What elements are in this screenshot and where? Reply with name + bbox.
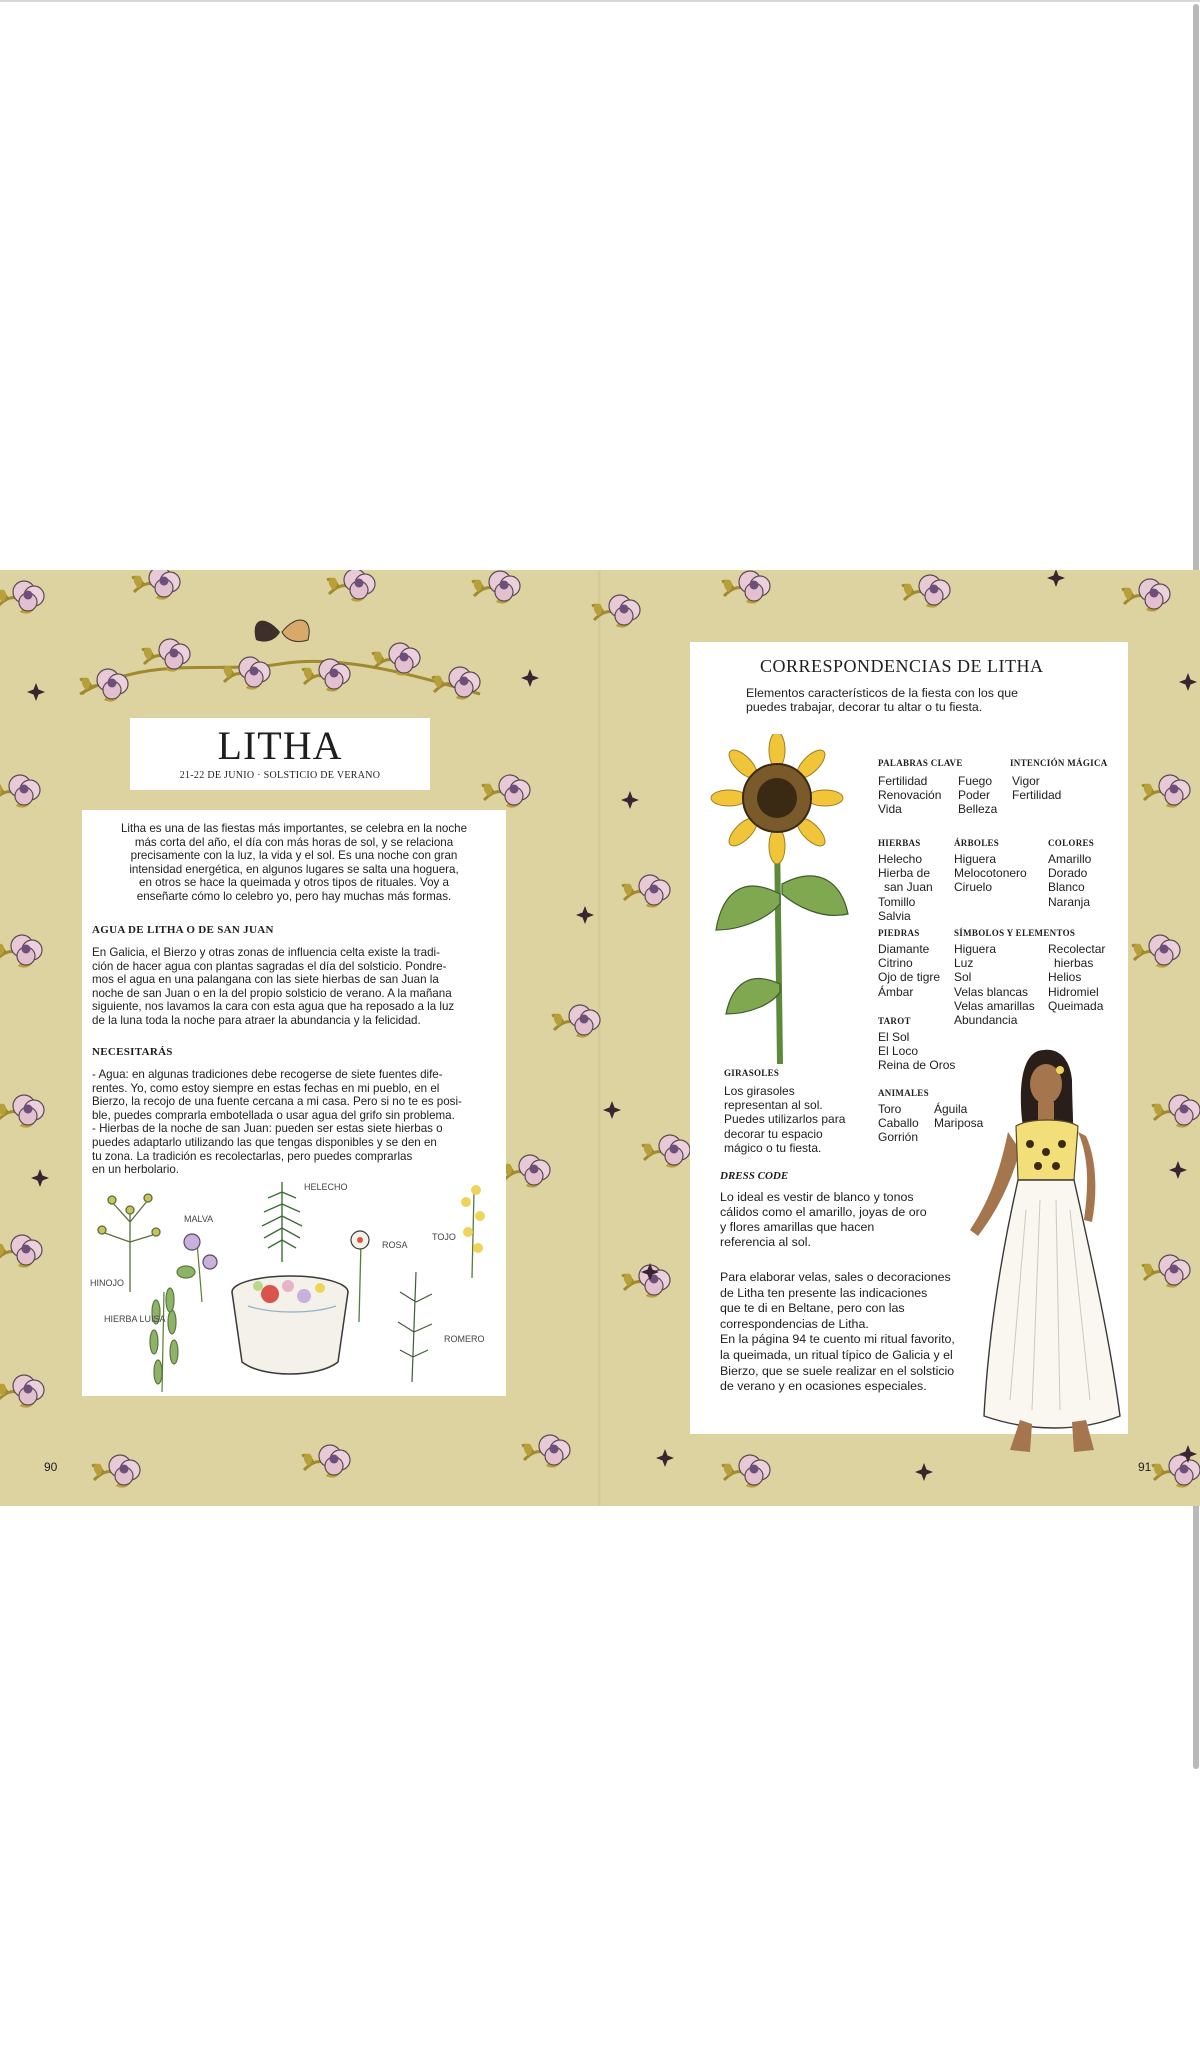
- keyword: Fuego: [958, 774, 993, 788]
- tarot-card: El Loco: [878, 1044, 919, 1059]
- book-spread: [0, 570, 1200, 1506]
- text-line: representan al sol.: [724, 1098, 823, 1113]
- symbol-item: Abundancia: [954, 1013, 1018, 1028]
- text-line: ble, puedes comprarla embotellada o usar agua del grifo sin problema.: [92, 1108, 455, 1122]
- herb-label-helecho: HELECHO: [304, 1182, 348, 1192]
- animales-col1: [878, 1102, 919, 1145]
- symbol-item: Luz: [954, 956, 974, 971]
- herb-label-malva: MALVA: [184, 1214, 214, 1224]
- gorse-drawing: [461, 1185, 485, 1278]
- text-line: mágico o tu fiesta.: [724, 1140, 822, 1155]
- intro-line: enseñarte cómo lo celebro yo, pero hay muchas más formas.: [136, 889, 452, 903]
- verbena-drawing: [150, 1288, 178, 1392]
- title-garland: [70, 614, 490, 724]
- page-subtitle: 21-22 DE JUNIO · SOLSTICIO DE VERANO: [179, 770, 381, 781]
- sunflower-illustration: [702, 734, 852, 1064]
- symbol-item: Higuera: [954, 942, 997, 956]
- intro-paragraph: [82, 822, 506, 904]
- label-dress-code: DRESS CODE: [720, 1170, 789, 1182]
- symbol-item: Sol: [954, 970, 972, 985]
- animal-item: Gorrión: [878, 1130, 919, 1145]
- tree-item: Higuera: [954, 852, 997, 866]
- simbolos-col2: [1048, 942, 1105, 1013]
- stone-item: Ojo de tigre: [878, 970, 941, 985]
- text-line: en un herbolario.: [92, 1163, 180, 1177]
- color-item: Dorado: [1048, 866, 1088, 881]
- label-hierbas: HIERBAS: [878, 838, 921, 848]
- tree-item: Melocotonero: [954, 866, 1027, 881]
- intention: Vigor: [1012, 774, 1040, 788]
- simbolos-col1: [954, 942, 1035, 1027]
- color-item: Amarillo: [1048, 852, 1092, 866]
- intro-line: Litha es una de las fiestas más importantes, se celebra en la noche: [120, 822, 468, 835]
- symbol-item: Recolectar: [1048, 942, 1106, 956]
- label-palabras-clave: PALABRAS CLAVE: [878, 758, 963, 768]
- label-intencion-magica: INTENCIÓN MÁGICA: [1010, 758, 1108, 768]
- intro-line: precisamente con la luz, la vida y el sol. Es una noche con gran: [130, 849, 458, 863]
- symbol-item: hierbas: [1054, 956, 1094, 971]
- bowl-drawing: [232, 1276, 348, 1374]
- herb-item: Tomillo: [878, 894, 916, 909]
- intro-line: puedes trabajar, decorar tu altar o tu fiesta.: [746, 700, 983, 715]
- section-heading-agua: AGUA DE LITHA O DE SAN JUAN: [92, 924, 274, 936]
- label-tarot: TAROT: [878, 1016, 911, 1026]
- text-line: rentes. Yo, como estoy siempre en estas fechas en mi pueblo, en el: [92, 1081, 440, 1095]
- text-line: de Litha ten presente las indicaciones: [720, 1285, 928, 1300]
- keyword: Renovación: [878, 788, 942, 803]
- page-title: LITHA: [217, 723, 343, 768]
- keyword: Poder: [958, 788, 991, 803]
- mallow-drawing: [177, 1234, 217, 1302]
- tarot-card: El Sol: [878, 1030, 910, 1044]
- label-arboles: ÁRBOLES: [954, 838, 1000, 848]
- section-heading-necesitaras: NECESITARÁS: [92, 1046, 173, 1058]
- text-line: tu zona. La tradición es recolectarlas, pero puedes comprarlas: [92, 1149, 413, 1163]
- woman-illustration: [960, 1040, 1150, 1460]
- tarot-list: [878, 1030, 955, 1073]
- intencion-magica-list: [1012, 774, 1061, 802]
- text-line: Puedes utilizarlos para: [724, 1112, 846, 1127]
- title-plate: [130, 718, 430, 790]
- girasoles-text: [724, 1084, 845, 1155]
- dress-code-text: [720, 1190, 927, 1250]
- intro-line: intensidad energética, en algunos lugares se salta una hoguera,: [129, 862, 459, 876]
- text-line: Para elaborar velas, sales o decoraciones: [720, 1270, 951, 1284]
- stone-item: Diamante: [878, 942, 930, 956]
- text-line: En la página 94 te cuento mi ritual favorito,: [720, 1332, 955, 1347]
- animal-item: Mariposa: [934, 1116, 984, 1131]
- symbol-item: Velas blancas: [954, 984, 1029, 999]
- color-item: Naranja: [1048, 894, 1091, 909]
- stone-item: Citrino: [878, 956, 913, 971]
- keyword: Vida: [878, 802, 902, 817]
- text-line: de la luna toda la noche para atraer la abundancia y la felicidad.: [92, 1013, 421, 1027]
- herb-item: Salvia: [878, 908, 911, 923]
- animal-item: Caballo: [878, 1116, 919, 1131]
- left-text-panel: [82, 810, 506, 1396]
- keyword: Belleza: [958, 802, 998, 817]
- text-line: Los girasoles: [724, 1084, 795, 1098]
- piedras-list: [878, 942, 940, 999]
- text-line: En Galicia, el Bierzo y otras zonas de influencia celta existe la tradi-: [92, 946, 440, 959]
- intro-line: en otros se hace la queimada y otros tipos de rituales. Voy a: [139, 876, 449, 890]
- text-line: Bierzo, que se suele realizar en el solsticio: [720, 1363, 955, 1378]
- herb-label-hierba-luisa: HIERBA LUISA: [104, 1314, 166, 1324]
- text-line: - Hierbas de la noche de san Juan: pueden ser estas siete hierbas o: [92, 1122, 443, 1136]
- animal-item: Toro: [878, 1102, 902, 1116]
- keyword: Fertilidad: [878, 774, 928, 788]
- text-line: referencia al sol.: [720, 1235, 811, 1249]
- herb-item: san Juan: [884, 880, 933, 895]
- herb-label-tojo: TOJO: [432, 1232, 456, 1242]
- rose-drawing: [351, 1231, 369, 1322]
- label-simbolos: SÍMBOLOS Y ELEMENTOS: [954, 928, 1076, 938]
- text-line: la queimada, un ritual típico de Galicia y el: [720, 1347, 953, 1362]
- text-line: - Agua: en algunas tradiciones debe recogerse de siete fuentes dife-: [92, 1068, 443, 1081]
- symbol-item: Queimada: [1048, 998, 1104, 1013]
- herb-item: Hierba de: [878, 866, 931, 881]
- symbol-item: Hidromiel: [1048, 984, 1099, 999]
- herb-label-rosa: ROSA: [382, 1240, 408, 1250]
- candles-text: [720, 1270, 955, 1395]
- text-line: noche de san Juan o en la del propio solsticio de verano. A la mañana: [92, 986, 452, 1000]
- text-line: correspondencias de Litha.: [720, 1316, 869, 1331]
- colores-list: [1048, 852, 1091, 909]
- tree-item: Ciruelo: [954, 880, 993, 895]
- top-border: [0, 0, 1200, 2]
- text-line: que te di en Beltane, pero con las: [720, 1301, 905, 1316]
- page-number-left: 90: [44, 1460, 58, 1474]
- symbol-item: Velas amarillas: [954, 998, 1035, 1013]
- label-colores: COLORES: [1048, 838, 1095, 848]
- text-line: de verano y en ocasiones especiales.: [720, 1379, 927, 1394]
- animal-item: Águila: [934, 1102, 968, 1116]
- page-number-right: 91: [1138, 1460, 1152, 1474]
- palabras-clave-col1: [878, 774, 941, 817]
- correspondences-intro: [746, 686, 1018, 715]
- fern-drawing: [262, 1182, 302, 1262]
- label-piedras: PIEDRAS: [878, 928, 920, 938]
- herb-label-romero: ROMERO: [444, 1334, 485, 1344]
- text-line: Lo ideal es vestir de blanco y tonos: [720, 1190, 914, 1204]
- text-line: siguiente, nos lavamos la cara con esta agua que ha reposado a la luz: [92, 1000, 455, 1014]
- text-line: cálidos como el amarillo, joyas de oro: [720, 1205, 927, 1219]
- color-item: Blanco: [1048, 880, 1085, 895]
- agua-paragraph: [92, 946, 498, 1028]
- intro-line: más corta del año, el día con más horas de sol, y se relaciona: [134, 835, 454, 849]
- text-line: puedes adaptarlo utilizando las que tengas disponibles y se den en: [92, 1135, 437, 1149]
- herb-item: Helecho: [878, 852, 923, 866]
- intro-line: Elementos característicos de la fiesta con los que: [746, 686, 1019, 700]
- intention: Fertilidad: [1012, 788, 1062, 803]
- tarot-card: Reina de Oros: [878, 1058, 956, 1073]
- stone-item: Ámbar: [878, 984, 914, 999]
- arboles-list: [954, 852, 1027, 895]
- text-line: y flores amarillas que hacen: [720, 1220, 875, 1234]
- herb-label-hinojo: HINOJO: [90, 1278, 125, 1288]
- text-line: Bierzo, la recojo de una fuente cercana a mi casa. Pero si no te es posi-: [92, 1095, 462, 1109]
- hierbas-list: [878, 852, 933, 923]
- label-animales: ANIMALES: [878, 1088, 929, 1098]
- herbs-illustration: [82, 1182, 506, 1396]
- palabras-clave-col2: [958, 774, 997, 817]
- text-line: decorar tu espacio: [724, 1126, 823, 1141]
- text-line: mos el agua en una palangana con las siete hierbas de san Juan la: [92, 973, 439, 987]
- necesitaras-paragraph: [92, 1068, 498, 1177]
- text-line: ción de hacer agua con plantas sagradas el día del solsticio. Pondre-: [92, 959, 447, 973]
- correspondences-title: CORRESPONDENCIAS DE LITHA: [760, 656, 1044, 676]
- rosemary-drawing: [398, 1272, 432, 1382]
- symbol-item: Helios: [1048, 970, 1082, 985]
- label-girasoles: GIRASOLES: [724, 1068, 780, 1078]
